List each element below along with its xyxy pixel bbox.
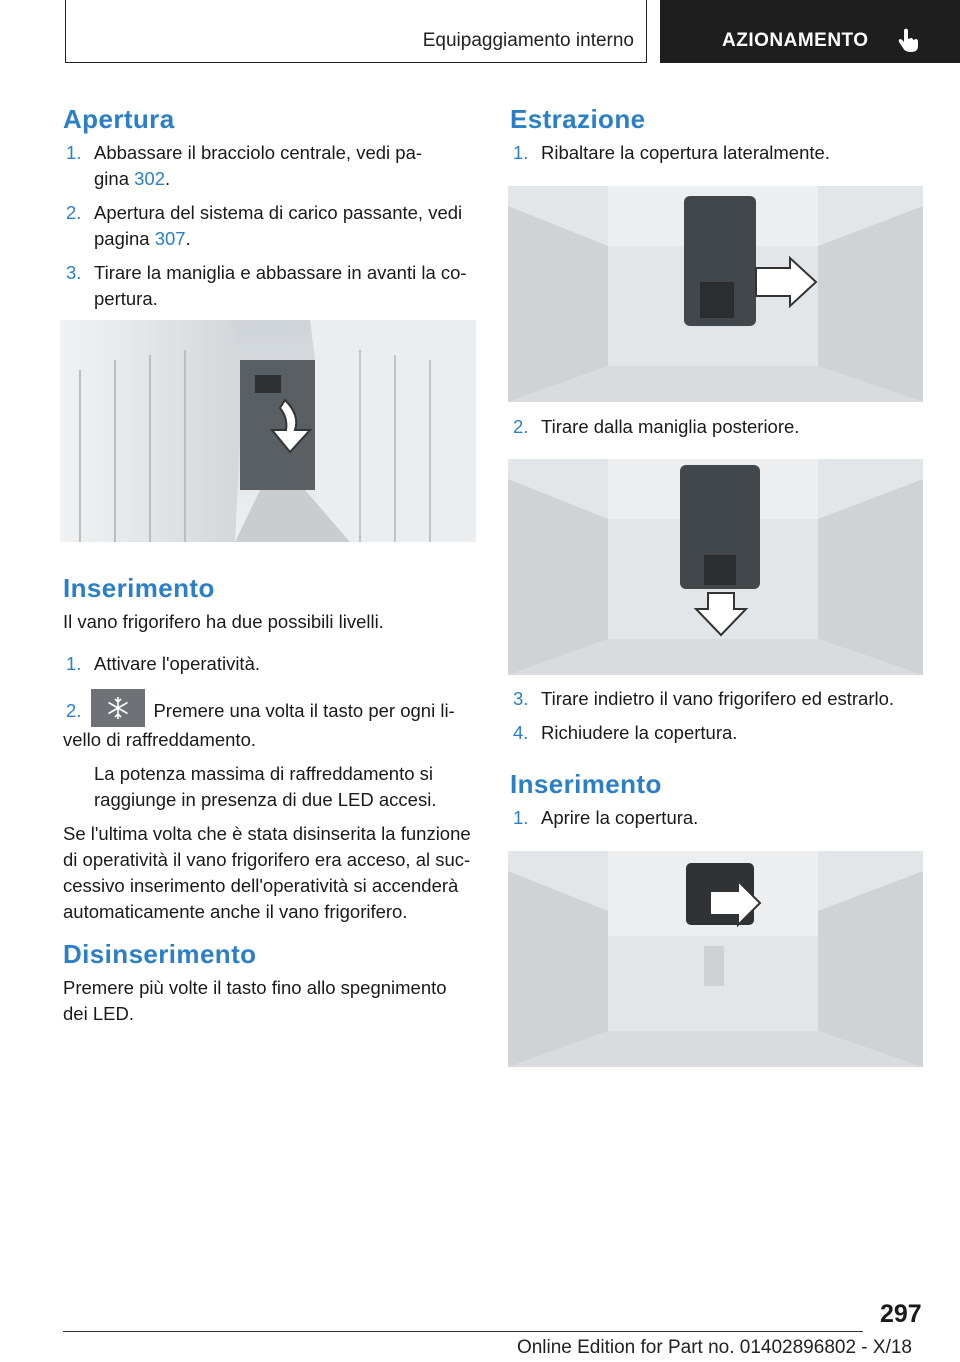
inserimento-heading: Inserimento (510, 769, 662, 799)
inserimento-step-1 (63, 651, 483, 677)
estrazione-steps-3-4 (510, 686, 930, 746)
para-line: Premere più volte il tasto fino allo spegnimento (63, 977, 447, 998)
footer-edition: Online Edition for Part no. 01402896802 - X/18 (516, 1337, 912, 1358)
step-number: 1. (513, 142, 529, 163)
cooling-note (63, 761, 483, 813)
estrazione-step-2 (510, 414, 960, 440)
inserimento-left-section (63, 570, 483, 925)
step-text: Aprire la copertura. (541, 807, 699, 828)
footer-divider (63, 1331, 863, 1332)
estrazione-heading: Estrazione (510, 104, 646, 134)
apertura-step-1 (63, 140, 483, 192)
note-line: raggiunge in presenza di due LED accesi. (94, 789, 437, 810)
snowflake-icon (91, 689, 145, 727)
step-text: Richiudere la copertura. (541, 722, 738, 743)
step-text: Ribaltare la copertura lateralmente. (541, 142, 830, 163)
inserimento-right-step-1 (510, 805, 930, 831)
inserimento-step-2 (63, 689, 483, 753)
step-text: Tirare la maniglia e abbassare in avanti la co‐ (94, 262, 467, 283)
step-number: 1. (66, 142, 82, 163)
step-number: 4. (513, 722, 529, 743)
step-text: Premere una volta il tasto per ogni li‐ (153, 700, 455, 721)
trunk-cover-photo-1 (508, 186, 923, 402)
apertura-section (63, 101, 483, 312)
para-line: automaticamente anche il vano frigorifero. (63, 901, 408, 922)
step-number: 3. (513, 688, 529, 709)
inserimento-intro: Il vano frigorifero ha due possibili livelli. (63, 611, 384, 632)
apertura-step-3 (63, 260, 483, 312)
disinserimento-section (63, 936, 483, 1027)
step-text: Apertura del sistema di carico passante, vedi (94, 202, 463, 223)
apertura-step-2 (63, 200, 483, 252)
estrazione-step-3 (510, 686, 930, 712)
inserimento-heading: Inserimento (63, 573, 215, 603)
step-number: 2. (66, 700, 82, 721)
estrazione-step-4 (510, 720, 930, 746)
note-line: La potenza massima di raffreddamento si (94, 763, 434, 784)
step-number: 1. (513, 807, 529, 828)
step-number: 2. (513, 416, 529, 437)
chapter-tab (660, 0, 960, 63)
page-ref-link[interactable]: 302 (134, 168, 165, 189)
para-line: cessivo inserimento dell'operatività si accenderà (63, 875, 459, 896)
step-text: gina (94, 168, 135, 189)
rear-seat-armrest-photo (60, 320, 476, 542)
header-section-title: Equipaggiamento interno (422, 30, 634, 51)
step-text: Attivare l'operatività. (94, 653, 260, 674)
step-text: Abbassare il bracciolo centrale, vedi pa‐ (94, 142, 423, 163)
apertura-heading: Apertura (63, 104, 175, 134)
step-text: Tirare dalla maniglia posteriore. (541, 416, 800, 437)
punct: . (165, 168, 171, 189)
estrazione-step-1 (510, 140, 930, 166)
header-box (65, 0, 647, 63)
estrazione-section (510, 101, 930, 166)
step-text: Tirare indietro il vano frigorifero ed estrarlo. (541, 688, 895, 709)
punct: . (185, 228, 191, 249)
step-number: 1. (66, 653, 82, 674)
para-line: dei LED. (63, 1003, 134, 1024)
step-text: vello di raffreddamento. (63, 729, 256, 750)
inserimento-paragraph (63, 821, 483, 925)
trunk-cover-photo-2 (508, 459, 923, 675)
hand-pointer-icon (896, 27, 922, 53)
para-line: di operatività il vano frigorifero era acceso, al suc‐ (63, 849, 471, 870)
trunk-cover-photo-3 (508, 851, 923, 1067)
page-number: 297 (880, 1300, 922, 1328)
disinserimento-heading: Disinserimento (63, 939, 257, 969)
inserimento-right-section (510, 766, 930, 831)
para-line: Se l'ultima volta che è stata disinserita la funzione (63, 823, 471, 844)
chapter-title: AZIONAMENTO (722, 30, 869, 51)
step-text: pagina (94, 228, 155, 249)
step-text: pertura. (94, 288, 158, 309)
cooling-button[interactable] (91, 689, 145, 727)
page-ref-link[interactable]: 307 (154, 228, 186, 249)
step-number: 2. (66, 202, 82, 223)
step-number: 3. (66, 262, 82, 283)
